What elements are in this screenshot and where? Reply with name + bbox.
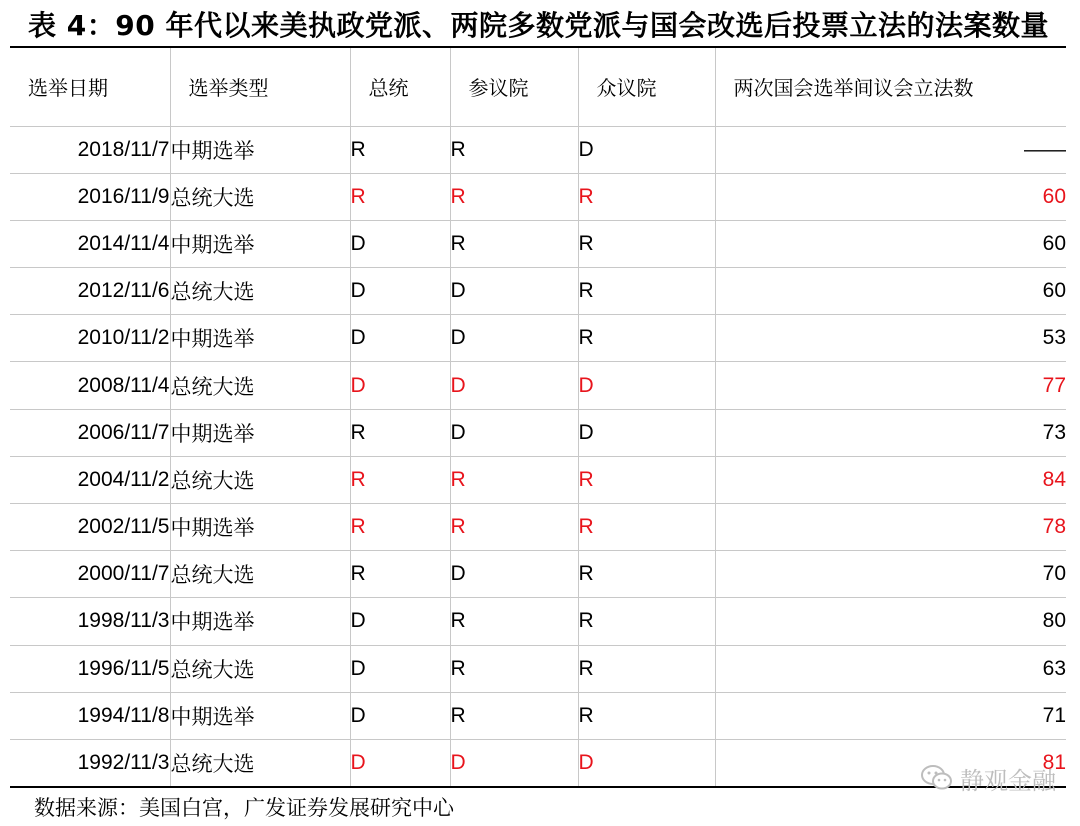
president-party-cell: D [350, 362, 450, 409]
senate-party-cell: D [450, 739, 578, 786]
table-title: 表 4：90 年代以来美执政党派、两院多数党派与国会改选后投票立法的法案数量 [28, 9, 1049, 42]
house-party-cell: D [578, 739, 715, 786]
legislation-count-cell: 53 [715, 315, 1066, 362]
table-row [10, 551, 1066, 598]
legislation-count-cell: 71 [715, 692, 1066, 739]
col-header-house: 众议院 [578, 48, 715, 126]
legislation-count-cell: 60 [715, 268, 1066, 315]
legislation-count-cell: 60 [715, 173, 1066, 220]
election-type-cell: 中期选举 [170, 220, 350, 267]
table-row [10, 173, 1066, 220]
president-party-cell: D [350, 268, 450, 315]
col-header-count: 两次国会选举间议会立法数 [715, 48, 1066, 126]
date-cell: 2018/11/7 [10, 126, 170, 173]
senate-party-cell: R [450, 504, 578, 551]
election-type-cell: 中期选举 [170, 692, 350, 739]
table-row [10, 456, 1066, 503]
house-party-cell: R [578, 692, 715, 739]
president-party-cell: D [350, 598, 450, 645]
table-row [10, 126, 1066, 173]
date-cell: 2012/11/6 [10, 268, 170, 315]
legislation-count-cell: 80 [715, 598, 1066, 645]
legislation-count-cell: 70 [715, 551, 1066, 598]
col-header-date: 选举日期 [10, 48, 170, 126]
president-party-cell: R [350, 126, 450, 173]
date-cell: 2002/11/5 [10, 504, 170, 551]
col-header-president: 总统 [350, 48, 450, 126]
date-cell: 2006/11/7 [10, 409, 170, 456]
date-cell: 1998/11/3 [10, 598, 170, 645]
wechat-icon [920, 764, 954, 792]
legislation-table [10, 48, 1066, 788]
house-party-cell: R [578, 645, 715, 692]
date-cell: 2000/11/7 [10, 551, 170, 598]
legislation-count-cell: 73 [715, 409, 1066, 456]
date-cell: 2016/11/9 [10, 173, 170, 220]
election-type-cell: 中期选举 [170, 409, 350, 456]
senate-party-cell: R [450, 173, 578, 220]
col-header-senate: 参议院 [450, 48, 578, 126]
house-party-cell: R [578, 598, 715, 645]
election-type-cell: 总统大选 [170, 739, 350, 786]
senate-party-cell: R [450, 598, 578, 645]
date-cell: 1994/11/8 [10, 692, 170, 739]
house-party-cell: R [578, 456, 715, 503]
table-row [10, 692, 1066, 739]
legislation-count-cell: 77 [715, 362, 1066, 409]
table-row [10, 315, 1066, 362]
president-party-cell: R [350, 173, 450, 220]
legislation-count-cell: 84 [715, 456, 1066, 503]
date-cell: 2008/11/4 [10, 362, 170, 409]
house-party-cell: D [578, 362, 715, 409]
header-row [10, 48, 1066, 126]
table-body [10, 126, 1066, 787]
election-type-cell: 中期选举 [170, 315, 350, 362]
table-row [10, 598, 1066, 645]
table-row [10, 220, 1066, 267]
watermark [920, 756, 1056, 800]
legislation-count-cell: —— [715, 126, 1066, 173]
senate-party-cell: D [450, 551, 578, 598]
legislation-count-cell: 63 [715, 645, 1066, 692]
table-row [10, 362, 1066, 409]
election-type-cell: 中期选举 [170, 598, 350, 645]
table-row [10, 645, 1066, 692]
election-type-cell: 中期选举 [170, 504, 350, 551]
senate-party-cell: R [450, 645, 578, 692]
col-header-type: 选举类型 [170, 48, 350, 126]
table-row [10, 409, 1066, 456]
election-type-cell: 总统大选 [170, 645, 350, 692]
house-party-cell: R [578, 315, 715, 362]
president-party-cell: D [350, 692, 450, 739]
legislation-count-cell: 60 [715, 220, 1066, 267]
senate-party-cell: D [450, 315, 578, 362]
house-party-cell: R [578, 173, 715, 220]
table-row [10, 268, 1066, 315]
house-party-cell: D [578, 409, 715, 456]
table-row [10, 739, 1066, 786]
president-party-cell: R [350, 456, 450, 503]
date-cell: 2014/11/4 [10, 220, 170, 267]
date-cell: 2010/11/2 [10, 315, 170, 362]
watermark-text: 静观金融 [960, 766, 1056, 795]
president-party-cell: R [350, 409, 450, 456]
house-party-cell: R [578, 504, 715, 551]
president-party-cell: R [350, 504, 450, 551]
senate-party-cell: D [450, 409, 578, 456]
senate-party-cell: R [450, 220, 578, 267]
date-cell: 2004/11/2 [10, 456, 170, 503]
election-type-cell: 总统大选 [170, 268, 350, 315]
election-type-cell: 总统大选 [170, 173, 350, 220]
senate-party-cell: R [450, 456, 578, 503]
election-type-cell: 总统大选 [170, 456, 350, 503]
senate-party-cell: D [450, 362, 578, 409]
legislation-count-cell: 81 [715, 739, 1066, 786]
senate-party-cell: R [450, 126, 578, 173]
date-cell: 1996/11/5 [10, 645, 170, 692]
president-party-cell: R [350, 551, 450, 598]
house-party-cell: R [578, 268, 715, 315]
senate-party-cell: R [450, 692, 578, 739]
house-party-cell: R [578, 220, 715, 267]
election-type-cell: 总统大选 [170, 551, 350, 598]
date-cell: 1992/11/3 [10, 739, 170, 786]
election-type-cell: 中期选举 [170, 126, 350, 173]
house-party-cell: D [578, 126, 715, 173]
president-party-cell: D [350, 645, 450, 692]
president-party-cell: D [350, 739, 450, 786]
president-party-cell: D [350, 220, 450, 267]
senate-party-cell: D [450, 268, 578, 315]
president-party-cell: D [350, 315, 450, 362]
source-note: 数据来源：美国白宫，广发证券发展研究中心 [34, 796, 454, 820]
election-type-cell: 总统大选 [170, 362, 350, 409]
table-row [10, 504, 1066, 551]
legislation-count-cell: 78 [715, 504, 1066, 551]
house-party-cell: R [578, 551, 715, 598]
